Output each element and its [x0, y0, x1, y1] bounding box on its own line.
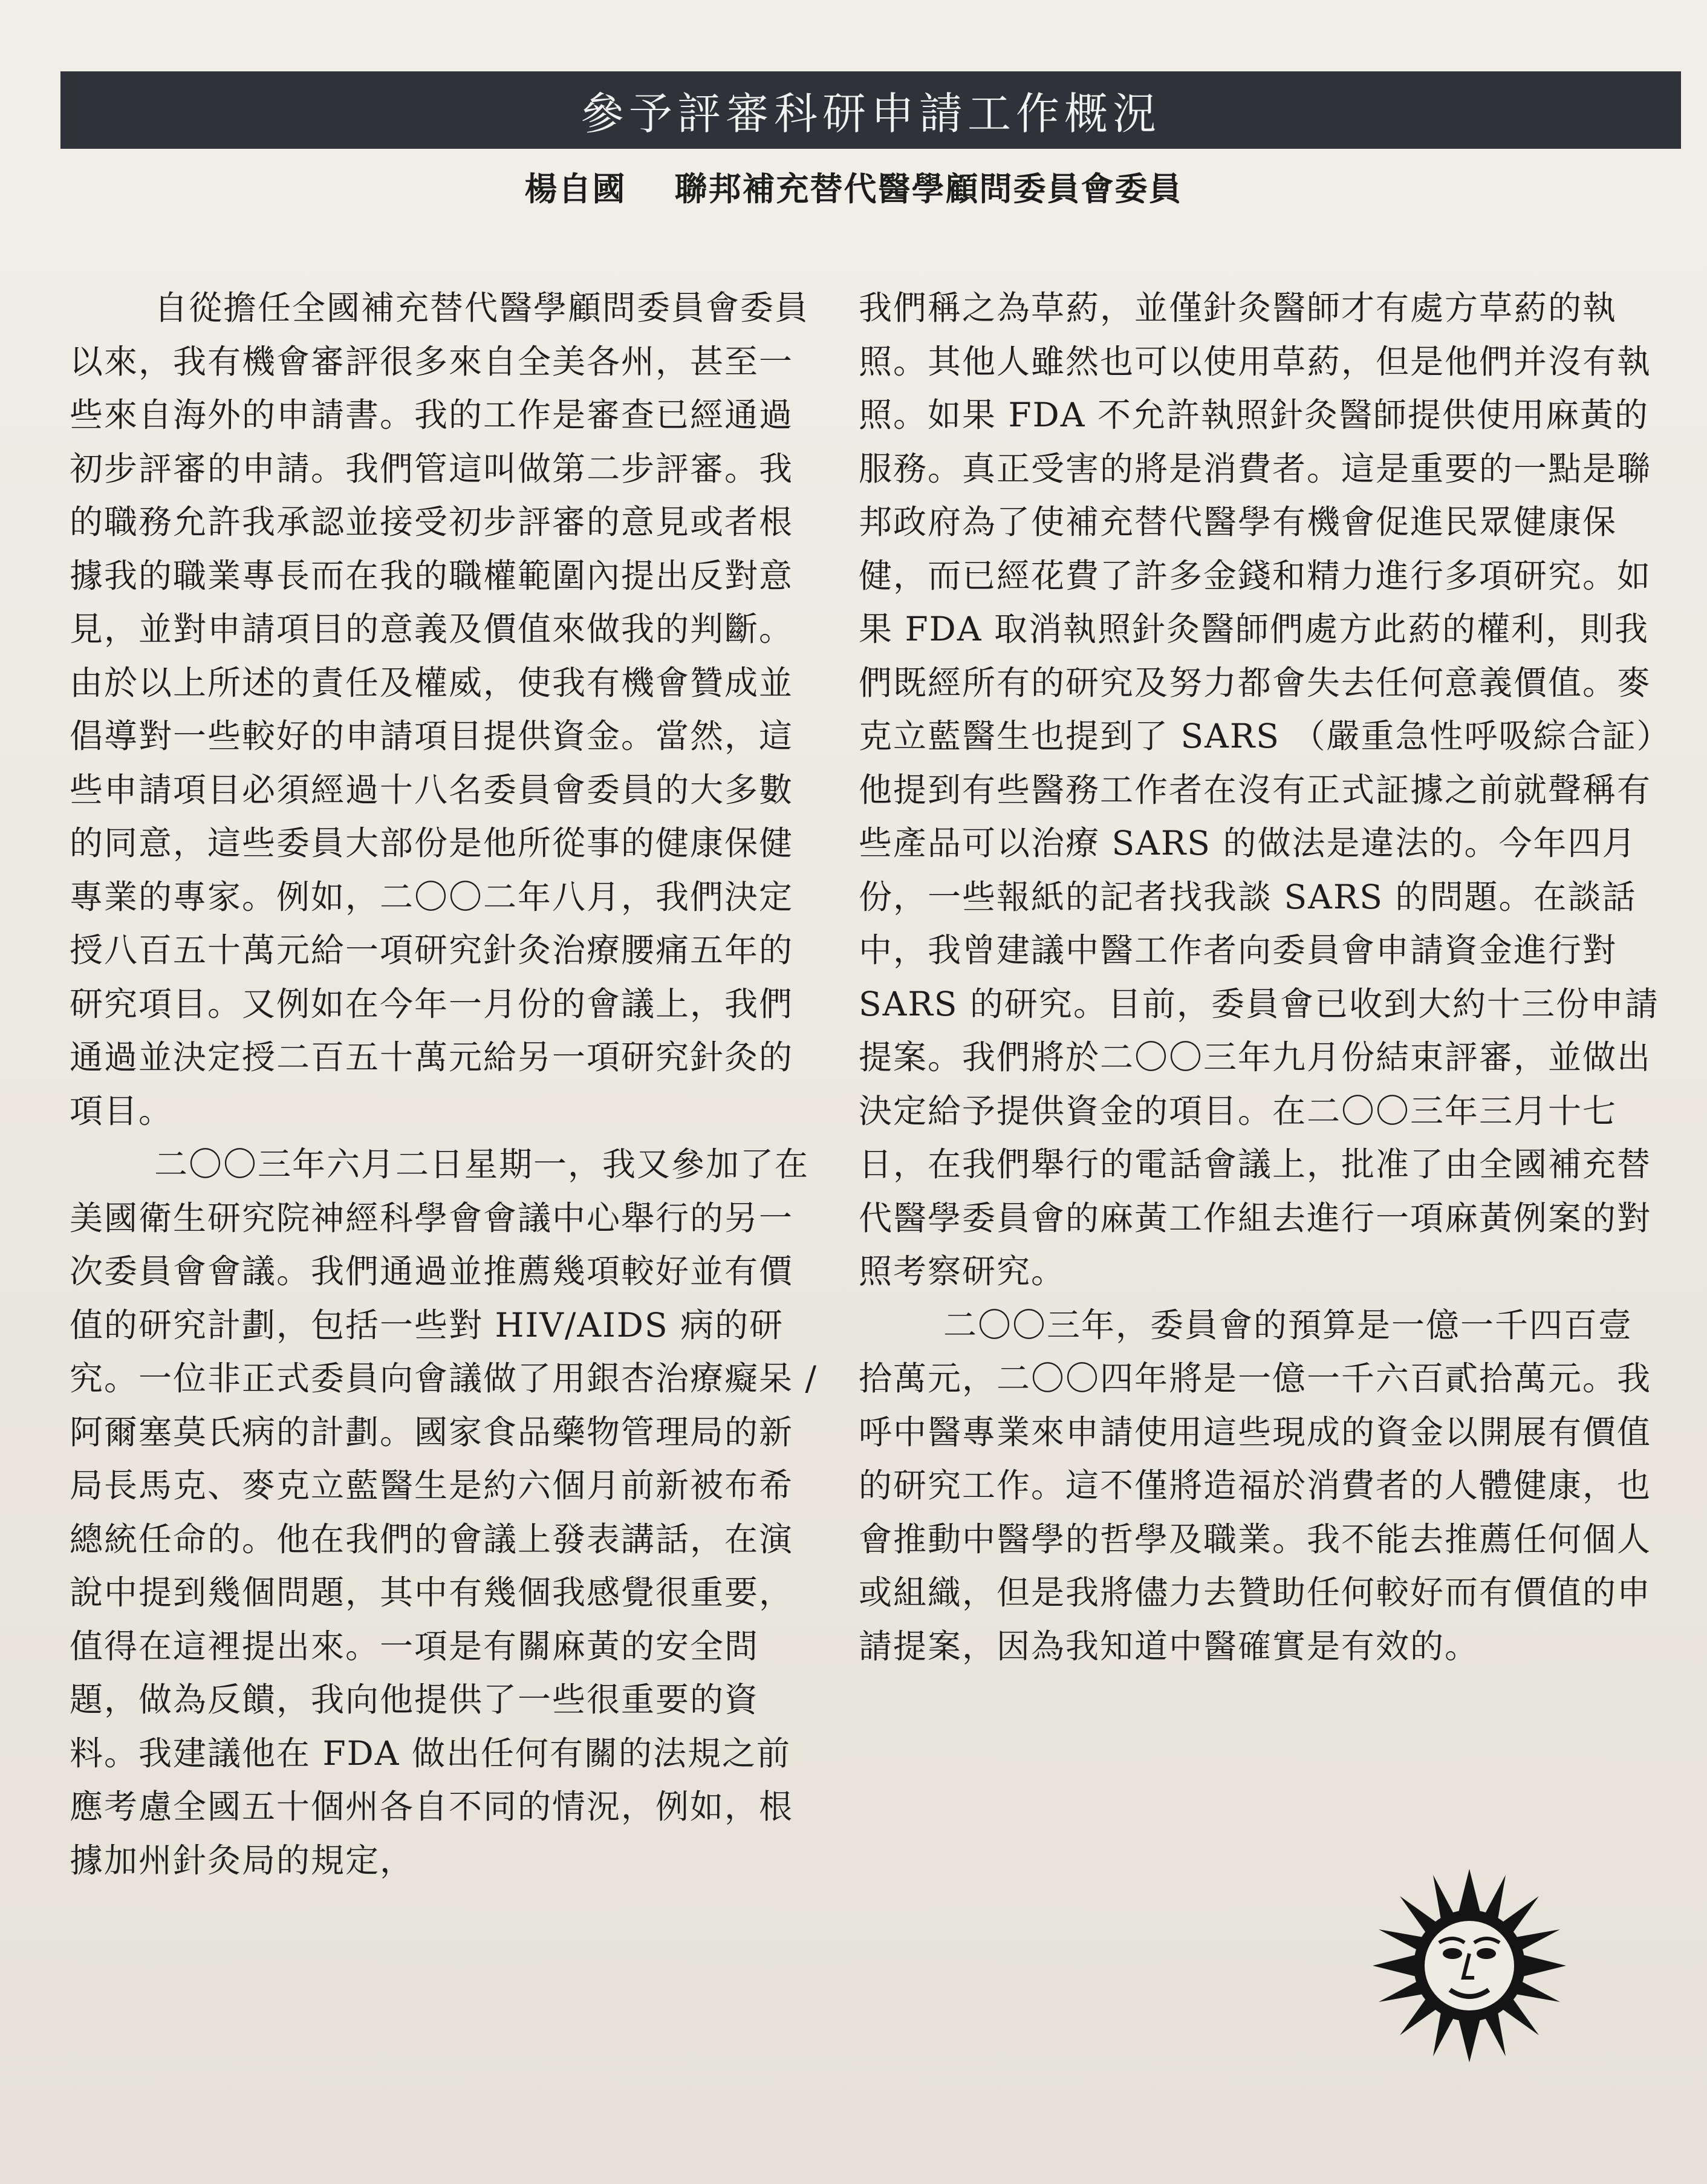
article-title-banner — [60, 71, 1681, 149]
left-column — [70, 281, 819, 1887]
sun-face-icon — [1373, 1869, 1566, 2062]
body-paragraph — [859, 281, 1663, 1299]
paragraph-text: 我們稱之為草葯，並僅針灸醫師才有處方草葯的執照。其他人雖然也可以使用草葯，但是他們并沒有執照。如果 FDA 不允許執照針灸醫師提供使用麻黃的服務。真正受害的將是消費者。這是重要的一點是聯邦政府為了使補充替代醫學有機會促進民眾健康保健，而已經花費了許多金錢和精力進行多項研究。如果 FDA 取消執照針灸醫師們處方此葯的權利，則我們既經所有的研究及努力都會失去任何意義價值。麥克立藍醫生也提到了 SARS （嚴重急性呼吸綜合証）他提到有些醫務工作者在沒有正式証據之前就聲稱有些產品可以治療 SARS 的做法是違法的。今年四月份，一些報紙的記者找我談 SARS 的問題。在談話中，我曾建議中醫工作者向委員會申請資金進行對 SARS 的研究。目前，委員會已收到大約十三份申請提案。我們將於二〇〇三年九月份結束評審，並做出決定給予提供資金的項目。在二〇〇三年三月十七日，在我們舉行的電話會議上，批准了由全國補充替代醫學委員會的麻黃工作組去進行一項麻黃例案的對照考察研究。 — [859, 288, 1659, 1291]
paragraph-text: 自從擔任全國補充替代醫學顧問委員會委員以來，我有機會審評很多來自全美各州，甚至一些來自海外的申請書。我的工作是審查已經通過初步評審的申請。我們管這叫做第二步評審。我的職務允許我承認並接受初步評審的意見或者根據我的職業專長而在我的職權範圍內提出反對意見，並對申請項目的意義及價值來做我的判斷。由於以上所述的責任及權威，使我有機會贊成並倡導對一些較好的申請項目提供資金。當然，這些申請項目必須經過十八名委員會委員的大多數的同意，這些委員大部份是他所從事的健康保健專業的專家。例如，二〇〇二年八月，我們決定授八百五十萬元給一項研究針灸治療腰痛五年的研究項目。又例如在今年一月份的會議上，我們通過並決定授二百五十萬元給另一項研究針灸的項目。 — [70, 288, 810, 1130]
author-role: 聯邦補充替代醫學顧問委員會委員 — [674, 170, 1183, 208]
body-paragraph — [70, 1138, 819, 1887]
article-title: 參予評審科研申請工作概況 — [580, 88, 1161, 139]
paragraph-text: 二〇〇三年六月二日星期一，我又參加了在美國衛生研究院神經科學會會議中心舉行的另一次委員會會議。我們通過並推薦幾項較好並有價值的研究計劃，包括一些對 HIV/AIDS 病的研究。一位非正式委員向會議做了用銀杏治療癡呆 / 阿爾塞莫氏病的計劃。國家食品藥物管理局的新局長馬克、麥克立藍醫生是約六個月前新被布希總統任命的。他在我們的會議上發表講話，在演說中提到幾個問題，其中有幾個我感覺很重要，值得在這裡提出來。一項是有關麻黃的安全問題，做為反饋，我向他提供了一些很重要的資料。我建議他在 FDA 做出任何有關的法規之前應考慮全國五十個州各自不同的情況，例如，根據加州針灸局的規定， — [70, 1145, 818, 1880]
byline — [0, 163, 1707, 210]
body-paragraph — [859, 1299, 1663, 1674]
author-name: 楊自國 — [524, 170, 626, 208]
body-paragraph — [70, 281, 819, 1138]
paragraph-text: 二〇〇三年，委員會的預算是一億一千四百壹拾萬元，二〇〇四年將是一億一千六百貳拾萬元。我呼中醫專業來申請使用這些現成的資金以開展有價值的研究工作。這不僅將造福於消費者的人體健康，也會推動中醫學的哲學及職業。我不能去推薦任何個人或組織，但是我將儘力去贊助任何較好而有價值的申請提案，因為我知道中醫確實是有效的。 — [859, 1305, 1652, 1666]
right-column — [859, 281, 1663, 1673]
